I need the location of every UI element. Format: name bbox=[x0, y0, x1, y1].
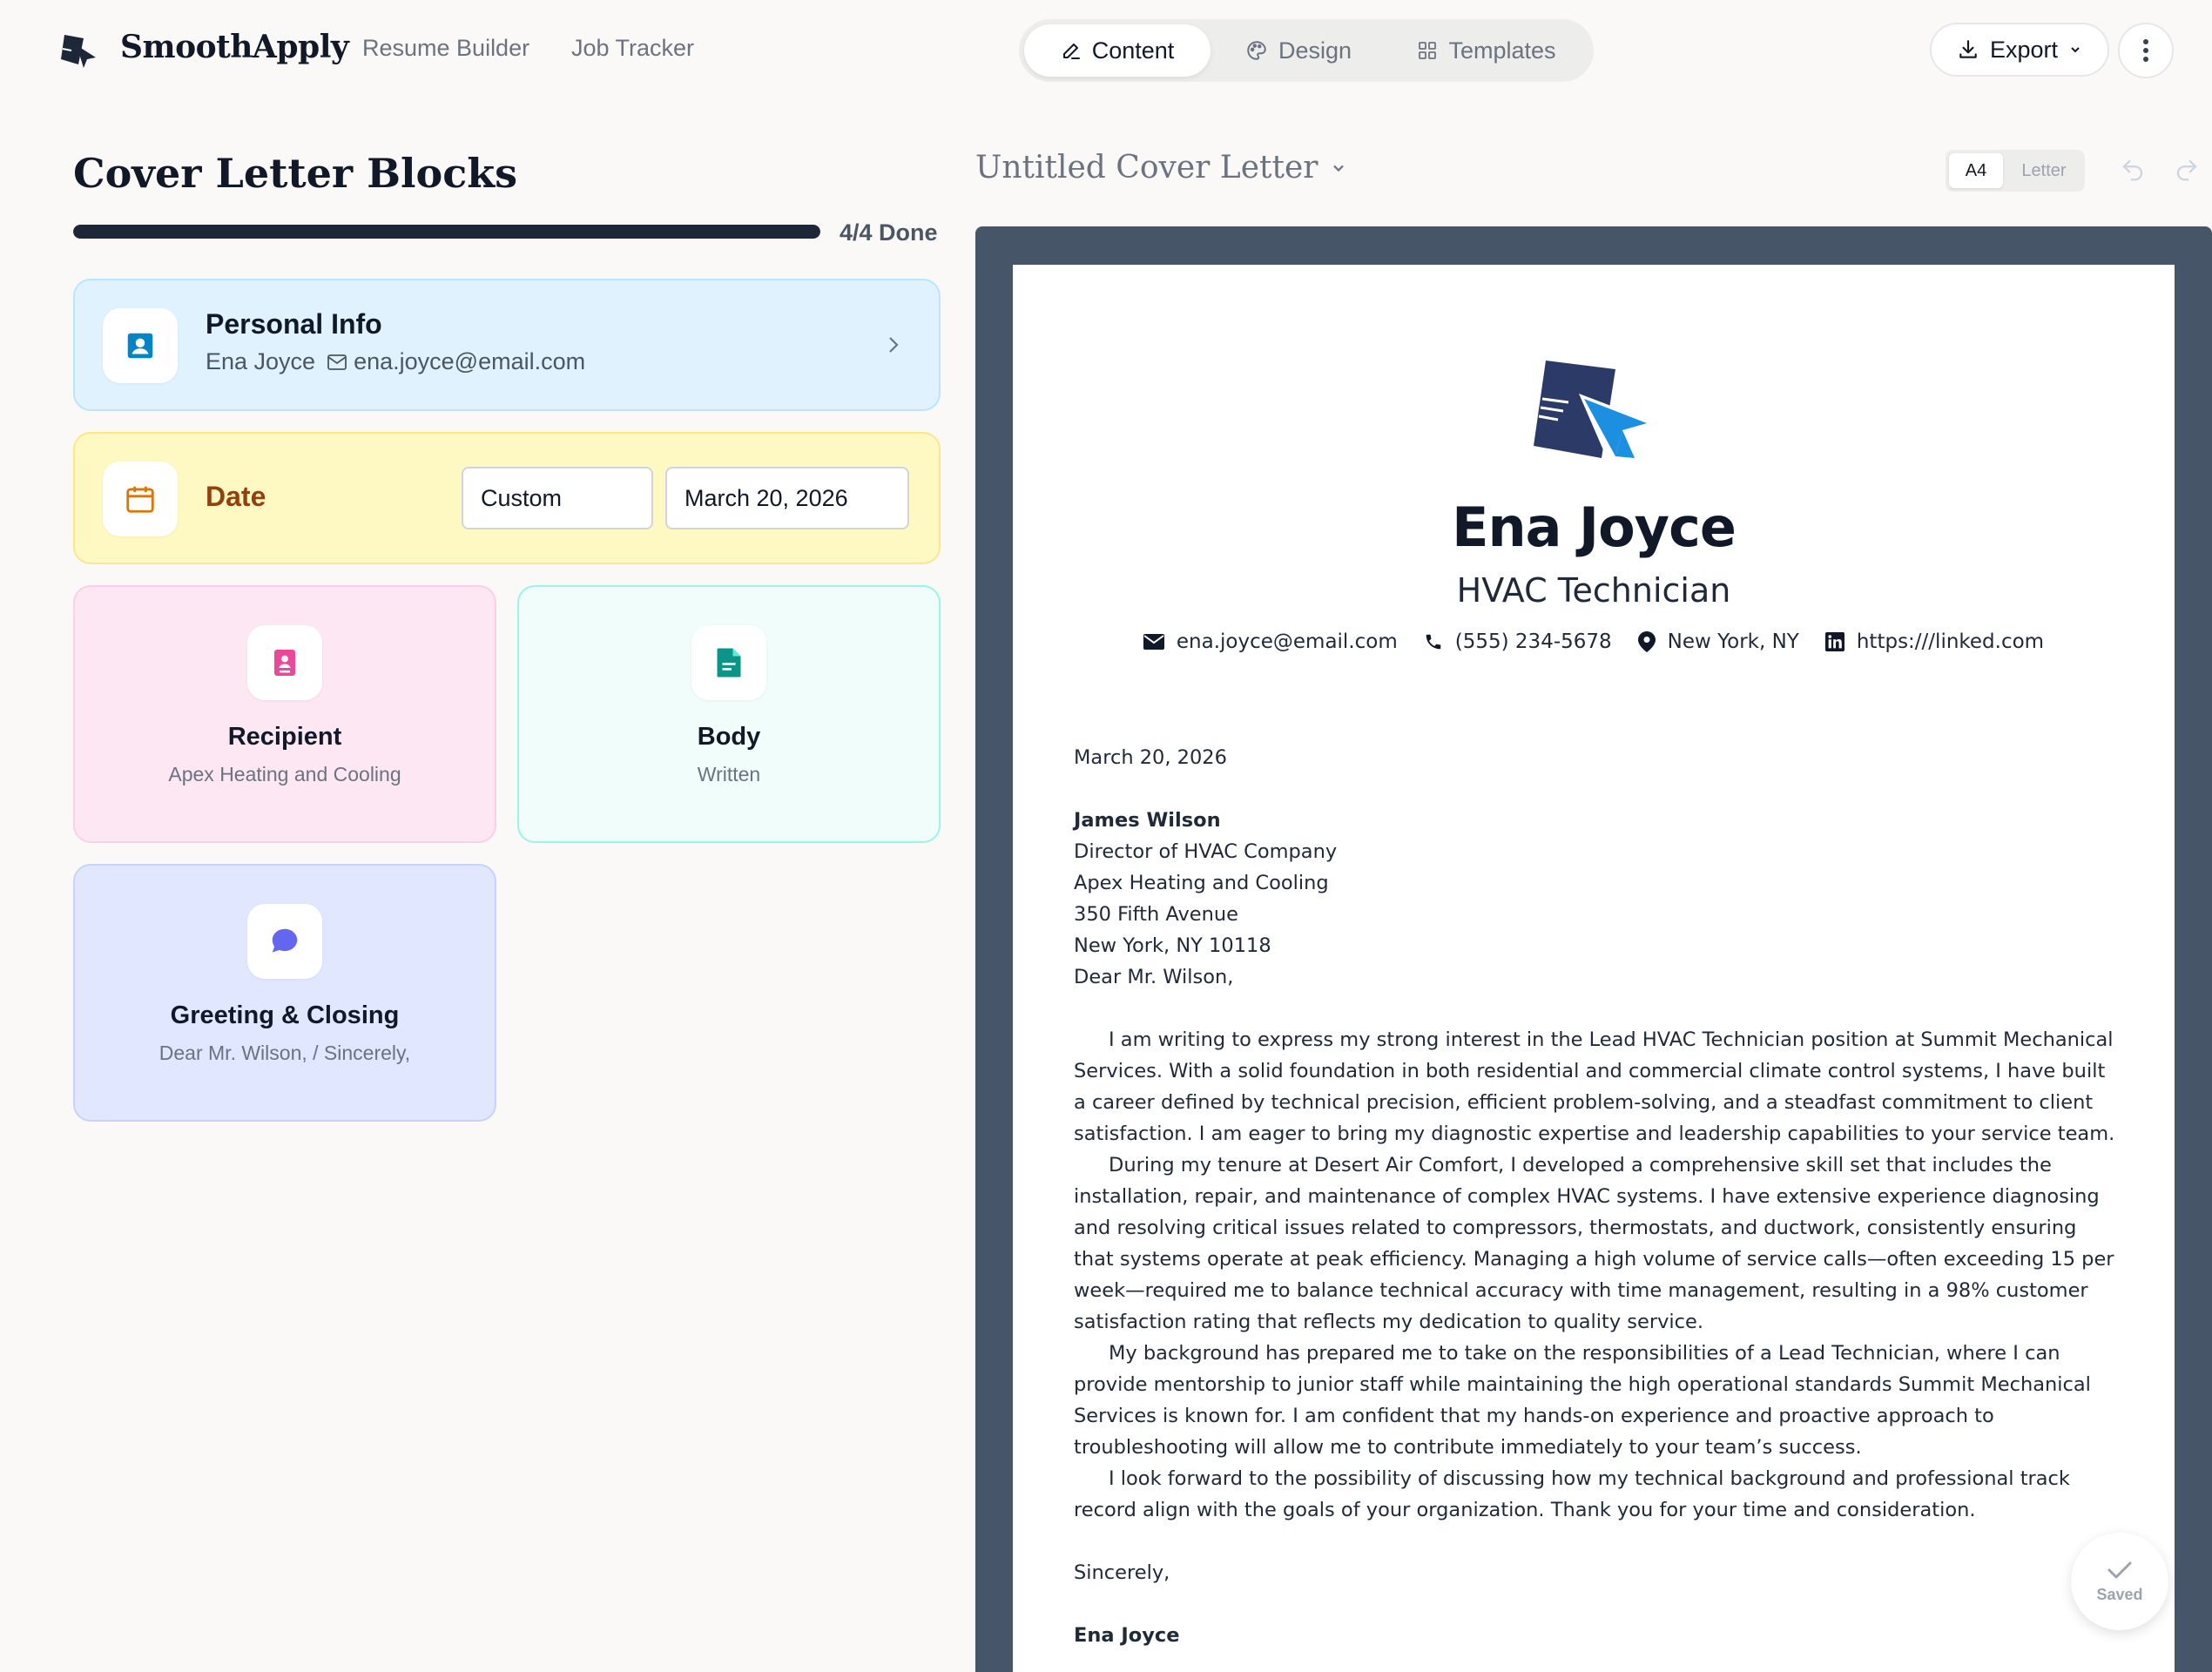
date-icon-tile bbox=[103, 462, 178, 536]
letter-content bbox=[1074, 742, 2119, 1651]
letter-greeting: Dear Mr. Wilson, bbox=[1074, 966, 1234, 988]
letter-paragraph: During my tenure at Desert Air Comfort, I developed a comprehensive skill set that includes the installation, repair, and maintenance of complex HVAC systems. I have extensive experience diagnosing and resolving critical issues related to compressors, thermostats, and ductwork, consistently ensuring that systems operate at peak efficiency. Managing a high volume of service calls—often exceeding 15 per week—required me to balance technical accuracy with time management, resulting in a 98% customer satisfaction rating that reflects my dedication to quality service. bbox=[1074, 1154, 2114, 1333]
letter-logo-icon bbox=[1534, 355, 1656, 465]
letter-address-line1: 350 Fifth Avenue bbox=[1074, 903, 1239, 926]
map-pin-icon bbox=[1638, 631, 1656, 652]
mode-switcher bbox=[1019, 19, 1594, 82]
letter-recipient-name: James Wilson bbox=[1074, 809, 1221, 832]
letter-email-text: ena.joyce@email.com bbox=[1176, 630, 1398, 653]
body-subtitle: Written bbox=[697, 763, 761, 785]
grid-icon bbox=[1417, 40, 1438, 61]
chevron-right-icon bbox=[885, 333, 902, 357]
letter-recipient-title: Director of HVAC Company bbox=[1074, 840, 1338, 863]
paper-size-letter[interactable]: Letter bbox=[2021, 160, 2067, 180]
paper-size-toggle bbox=[1946, 150, 2085, 192]
tab-design[interactable] bbox=[1216, 24, 1381, 77]
saved-status-badge bbox=[2071, 1533, 2168, 1630]
more-options-button[interactable] bbox=[2118, 23, 2174, 78]
linkedin-icon bbox=[1825, 632, 1844, 651]
letter-link bbox=[1825, 630, 2044, 653]
tab-templates[interactable] bbox=[1385, 24, 1588, 77]
letter-phone-text: (555) 234-5678 bbox=[1454, 630, 1612, 653]
greeting-closing-subtitle: Dear Mr. Wilson, / Sincerely, bbox=[158, 1042, 411, 1064]
document-title-dropdown[interactable] bbox=[975, 150, 1347, 185]
letter-paragraph: I look forward to the possibility of discussing how my technical background and professional track record align with the goals of your organization. Thank you for your time and consideration. bbox=[1074, 1467, 2070, 1521]
document-icon bbox=[714, 647, 744, 678]
calendar-icon bbox=[124, 482, 157, 516]
body-title: Body bbox=[697, 723, 761, 751]
personal-info-card[interactable] bbox=[73, 279, 941, 411]
letter-paragraph: I am writing to express my strong interest in the Lead HVAC Technician position at Summit Mechanical Services. With a solid foundation in both residential and commercial climate control systems, I have built a career defined by technical precision, efficient problem-solving, and a steadfast commitment to client satisfaction. I am eager to bring my diagnostic expertise and leadership capabilities to your service team. bbox=[1074, 1028, 2115, 1145]
letter-role: HVAC Technician bbox=[1456, 571, 1731, 610]
palette-icon bbox=[1245, 39, 1268, 62]
greeting-closing-card[interactable] bbox=[73, 864, 496, 1122]
date-value: March 20, 2026 bbox=[685, 484, 848, 511]
download-icon bbox=[1957, 38, 1979, 61]
recipient-card[interactable] bbox=[73, 585, 496, 843]
envelope-icon bbox=[1143, 634, 1164, 650]
panel-title: Cover Letter Blocks bbox=[73, 150, 517, 197]
personal-info-name: Ena Joyce bbox=[206, 348, 316, 374]
redo-icon[interactable] bbox=[2174, 157, 2200, 183]
letter-location-text: New York, NY bbox=[1667, 630, 1799, 653]
recipient-subtitle: Apex Heating and Cooling bbox=[168, 763, 401, 785]
document-title: Untitled Cover Letter bbox=[975, 150, 1318, 185]
letter-contacts bbox=[1013, 630, 2175, 653]
letter-location bbox=[1638, 630, 1799, 653]
logo-icon[interactable] bbox=[61, 33, 99, 68]
date-card bbox=[73, 432, 941, 564]
tab-content-label: Content bbox=[1091, 37, 1175, 64]
date-title: Date bbox=[206, 481, 266, 512]
nav-job-tracker[interactable]: Job Tracker bbox=[571, 35, 695, 61]
letter-phone bbox=[1424, 630, 1612, 653]
contact-card-icon bbox=[124, 329, 157, 362]
greeting-closing-title: Greeting & Closing bbox=[170, 1001, 400, 1029]
nav-resume-builder[interactable]: Resume Builder bbox=[362, 35, 530, 61]
tab-design-label: Design bbox=[1278, 37, 1352, 64]
tab-content[interactable] bbox=[1024, 24, 1211, 77]
paper-size-a4[interactable]: A4 bbox=[1949, 153, 2003, 188]
address-book-icon bbox=[269, 647, 300, 678]
export-label: Export bbox=[1989, 36, 2059, 63]
personal-info-title: Personal Info bbox=[206, 308, 382, 340]
mail-icon bbox=[327, 348, 585, 375]
more-vertical-icon bbox=[2142, 38, 2149, 63]
letter-paragraph: My background has prepared me to take on the responsibilities of a Lead Technician, where I can provide mentorship to junior staff while maintaining the high operational standards Summit Mechanical Services is known for. I am confident that my hands-on experience and proactive approach to troubleshooting will allow me to contribute immediately to your team’s success. bbox=[1074, 1342, 2091, 1459]
recipient-icon-tile bbox=[247, 625, 322, 700]
date-value-input[interactable] bbox=[665, 467, 909, 529]
chevron-down-icon bbox=[1330, 159, 1347, 177]
chat-bubble-icon bbox=[268, 925, 301, 958]
progress-label: 4/4 Done bbox=[840, 219, 938, 246]
letter-closing: Sincerely, bbox=[1074, 1561, 1170, 1584]
date-mode-select[interactable] bbox=[462, 467, 653, 529]
letter-address-line2: New York, NY 10118 bbox=[1074, 934, 1271, 957]
letter-email bbox=[1143, 630, 1398, 653]
undo-icon[interactable] bbox=[2120, 157, 2146, 183]
personal-info-icon-tile bbox=[103, 308, 178, 383]
personal-info-summary bbox=[206, 348, 585, 375]
saved-label: Saved bbox=[2096, 1585, 2143, 1603]
personal-info-email: ena.joyce@email.com bbox=[354, 348, 586, 374]
tab-templates-label: Templates bbox=[1448, 37, 1556, 64]
app-name[interactable]: SmoothApply bbox=[120, 29, 349, 65]
letter-name: Ena Joyce bbox=[1452, 496, 1736, 559]
body-card[interactable] bbox=[517, 585, 941, 843]
letter-page bbox=[1013, 265, 2175, 1672]
letter-date: March 20, 2026 bbox=[1074, 746, 1227, 769]
letter-signature: Ena Joyce bbox=[1074, 1624, 1180, 1647]
pencil-icon bbox=[1061, 40, 1082, 61]
progress-fill bbox=[73, 225, 820, 239]
date-mode-value: Custom bbox=[481, 484, 563, 511]
recipient-title: Recipient bbox=[227, 723, 342, 751]
progress-bar bbox=[73, 225, 820, 239]
export-button[interactable] bbox=[1930, 23, 2109, 77]
phone-icon bbox=[1424, 632, 1443, 651]
check-icon bbox=[2107, 1560, 2133, 1581]
greeting-icon-tile bbox=[247, 904, 322, 979]
letter-link-text: https:///linked.com bbox=[1856, 630, 2045, 653]
body-icon-tile bbox=[691, 625, 766, 700]
chevron-down-icon bbox=[2068, 43, 2082, 57]
letter-company: Apex Heating and Cooling bbox=[1074, 872, 1329, 894]
